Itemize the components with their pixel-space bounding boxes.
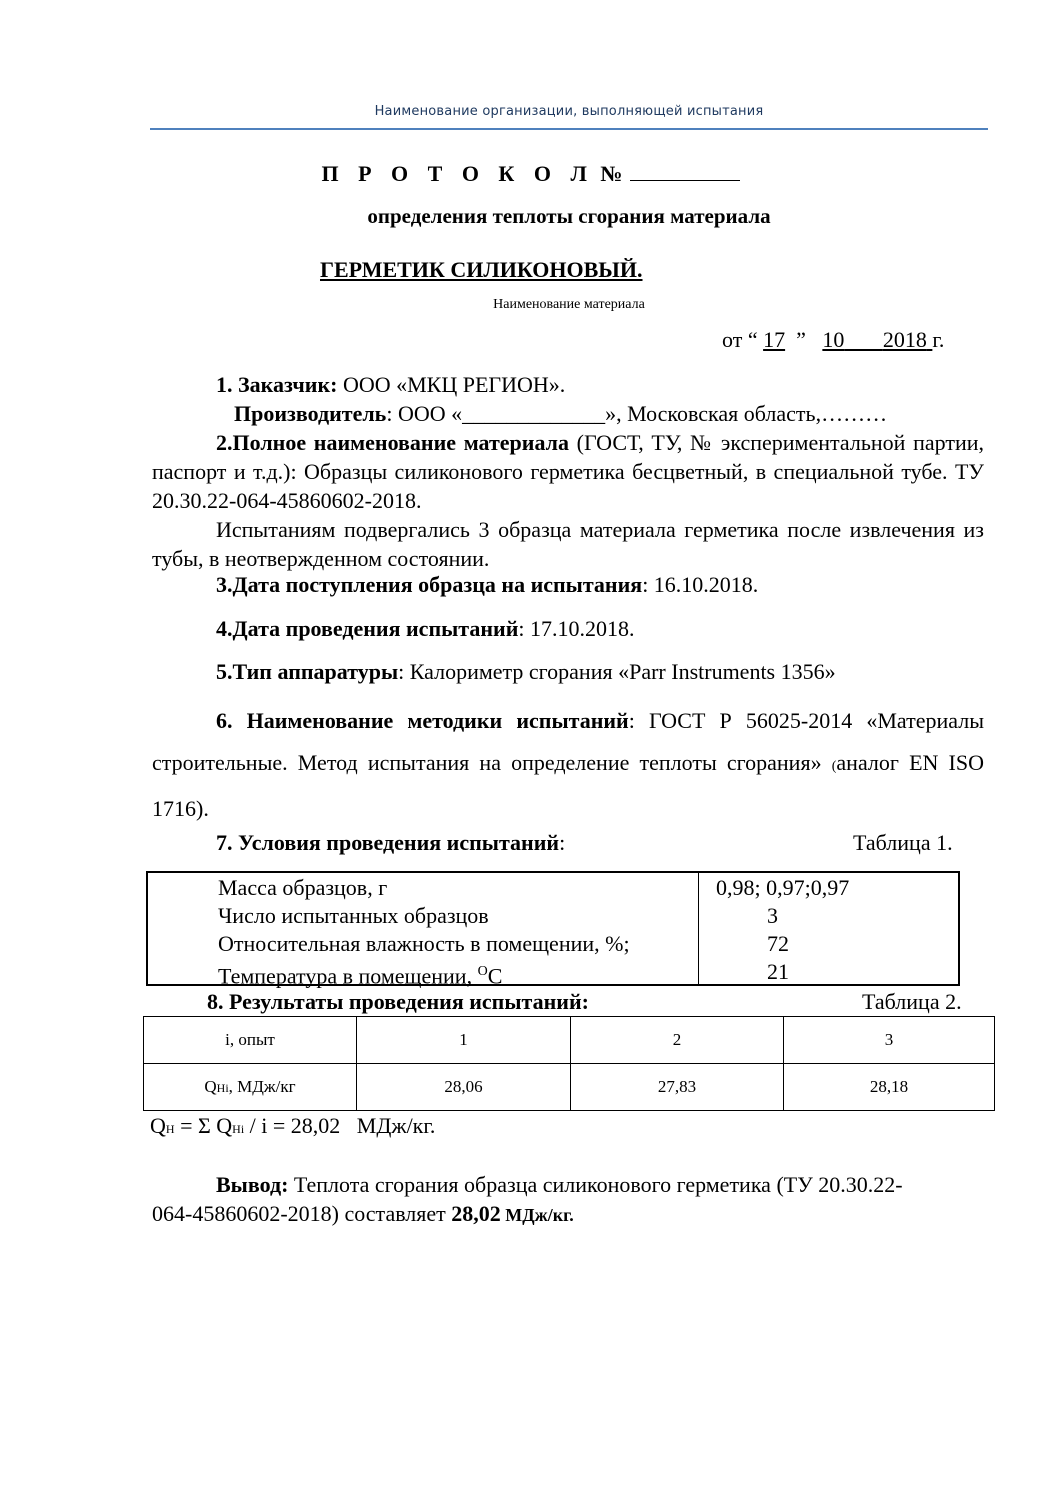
s6-value: : ГОСТ Р 56025-2014 «Материалы строительные. Метод испытания на определение теплоты сгорания»: [152, 708, 984, 775]
q-unit: , МДж/кг: [228, 1077, 296, 1096]
header-divider: [150, 128, 988, 130]
table1-row-label: Относительная влажность в помещении, %;: [218, 931, 630, 956]
date-quote: ”: [796, 327, 806, 352]
conclusion-value: 28,02: [451, 1201, 501, 1226]
section-receipt-date: [216, 570, 758, 599]
s7-colon: :: [559, 830, 566, 855]
s5-value: : Калориметр сгорания «Parr Instruments 1356»: [398, 659, 836, 684]
degree-sup: O: [477, 964, 488, 979]
material-caption: Наименование материала: [493, 297, 645, 312]
date-day: 17: [763, 327, 786, 352]
conclusion: [152, 1170, 912, 1230]
protocol-date: [722, 327, 944, 353]
section-test-date: [216, 614, 635, 643]
tested-text: Испытаниям подвергались 3 образца материала герметика после извлечения из тубы, в неотвержденном состоянии.: [152, 517, 984, 571]
table-row: [144, 1017, 995, 1064]
formula-result: / i = 28,02 МДж/кг.: [244, 1113, 436, 1138]
table2-caption: Таблица 2.: [862, 989, 962, 1014]
results-table: [143, 1016, 995, 1111]
customer-label: 1. Заказчик:: [216, 372, 338, 397]
section-customer: [216, 370, 565, 399]
section-conditions: [216, 828, 565, 857]
average-formula: [150, 1113, 435, 1139]
table2-cell: 28,06: [357, 1064, 571, 1111]
conclusion-label: Вывод:: [216, 1172, 289, 1197]
table1-divider: [698, 873, 699, 984]
s6-label: 6. Наименование методики испытаний: [216, 708, 629, 733]
protocol-number-blank: [630, 160, 740, 181]
date-prefix: от “: [722, 327, 758, 352]
date-month: 10: [822, 327, 845, 352]
table2-header-cell: 1: [357, 1017, 571, 1064]
s6-tail: аналог EN ISO 1716).: [152, 750, 985, 821]
organization-caption: Наименование организации, выполняющей испытания: [374, 104, 764, 119]
section-method: [152, 700, 984, 830]
conclusion-unit: МДж/кг.: [500, 1205, 574, 1225]
date-year: 2018: [882, 327, 927, 352]
s3-label: 3.Дата поступления образца на испытания: [216, 572, 643, 597]
table1-row-value: 3: [767, 903, 778, 928]
s3-value: : 16.10.2018.: [642, 572, 759, 597]
s4-value: : 17.10.2018.: [518, 616, 635, 641]
formula-sum: = Σ Q: [174, 1113, 233, 1138]
s2-text: (ГОСТ, ТУ, № экспериментальной партии, паспорт и т.д.): Образцы силиконового герметика бесцветный, в специальной тубе. ТУ 20.30.22-064-45860602-2018.: [152, 430, 984, 513]
table1-row-value: 72: [767, 931, 789, 956]
customer-value: ООО «МКЦ РЕГИОН».: [342, 372, 566, 397]
section-material-full-name: [152, 428, 984, 515]
material-name: ГЕРМЕТИК СИЛИКОНОВЫЙ.: [320, 257, 643, 282]
s8-label: 8. Результаты проведения испытаний:: [207, 989, 589, 1014]
table2-header-cell: 2: [571, 1017, 784, 1064]
protocol-title: [0, 160, 1061, 187]
celsius-label: C: [487, 963, 503, 989]
q-symbol: Q: [204, 1077, 217, 1096]
q-subscript: Hi: [216, 1081, 229, 1095]
manufacturer-value: : ООО «_____________», Московская область,………: [386, 401, 888, 426]
conclusion-text: Теплота сгорания образца силиконового герметика (ТУ 20.30.22-064-45860602-2018) составляет: [152, 1172, 903, 1226]
table2-row-label: [144, 1064, 357, 1111]
table2-cell: 28,18: [784, 1064, 995, 1111]
section-equipment: [216, 657, 836, 686]
s5-label: 5.Тип аппаратуры: [216, 659, 399, 684]
section-results: [207, 987, 589, 1016]
table2-header-cell: 3: [784, 1017, 995, 1064]
table2-cell: 27,83: [571, 1064, 784, 1111]
table2-header-label: i, опыт: [144, 1017, 357, 1064]
table1-caption: Таблица 1.: [853, 830, 953, 855]
protocol-word: П Р О Т О К О Л: [321, 161, 594, 186]
section-tested-samples: [152, 515, 984, 573]
date-suffix: г.: [932, 327, 945, 352]
formula-q-sub: H: [165, 1122, 175, 1136]
formula-q: Q: [150, 1113, 166, 1138]
number-sign: №: [600, 161, 624, 186]
s2-label: 2.Полное наименование материала: [216, 430, 569, 455]
table1-row-value: 0,98; 0,97;0,97: [716, 875, 850, 900]
table1-row-label: [218, 958, 502, 990]
section-manufacturer: [234, 399, 887, 428]
table1-row-label: Число испытанных образцов: [218, 903, 489, 928]
table1-row-value: 21: [767, 959, 789, 984]
s4-label: 4.Дата проведения испытаний: [216, 616, 519, 641]
manufacturer-label: Производитель: [234, 401, 387, 426]
table1-row-label: Масса образцов, г: [218, 875, 388, 900]
conditions-table: [146, 871, 960, 989]
s6-paren: (: [831, 759, 837, 774]
s7-label: 7. Условия проведения испытаний: [216, 830, 560, 855]
formula-qi-sub: Hi: [232, 1122, 245, 1136]
table-row: [144, 1064, 995, 1111]
protocol-subtitle: определения теплоты сгорания материала: [367, 204, 771, 228]
temperature-label: Температура в помещении,: [218, 963, 478, 989]
